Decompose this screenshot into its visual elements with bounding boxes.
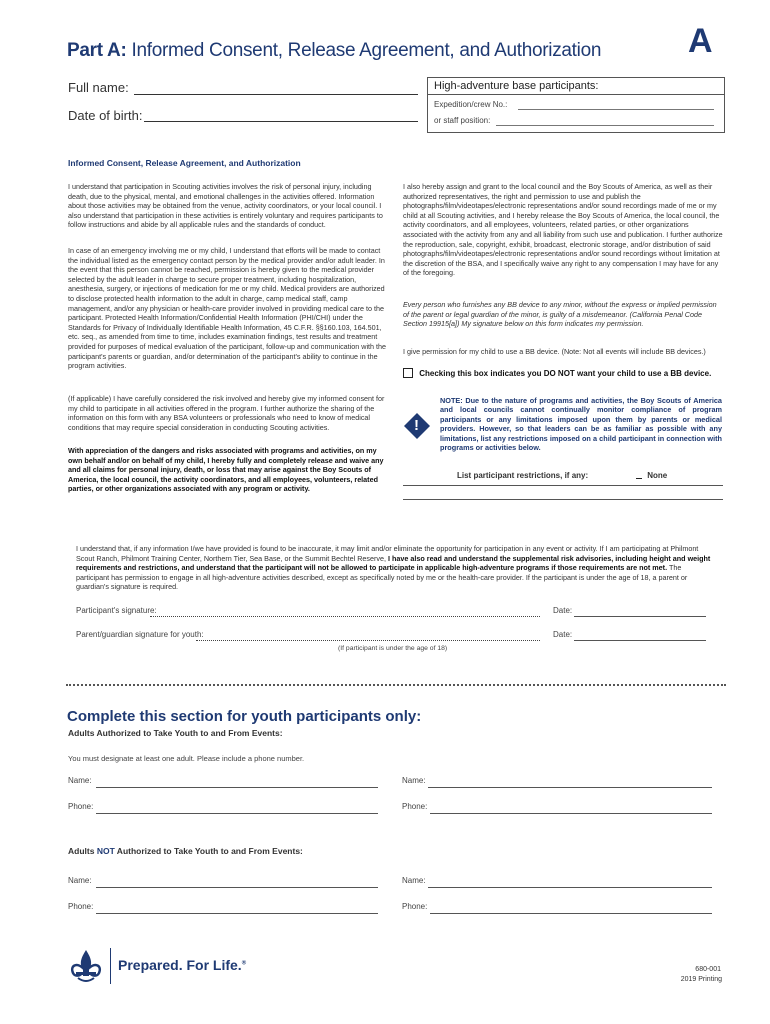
notauth-name-label-1: Name: [68, 876, 92, 885]
staff-position-label: or staff position: [434, 116, 491, 125]
high-adventure-title: High-adventure base participants: [434, 80, 599, 92]
consent-paragraph-2: In case of an emergency involving me or my child, I understand that efforts will be made to contact the individual listed as the emergency contact person by the medical provider and/or adult leader. In the event that this person cannot be reached, permission is hereby given to the medical provider selected by the adult leader in charge to secure proper treatment, including hospitalization, anesthesia, surgery, or injections of medication for me or my child. Medical providers are authorized to disclose protected health information to the adult in charge, camp medical staff, camp management, and/or any physician or health-care provider involved in providing medical care to the participant. Protected Health Information/Confidential Health Information (PHI/CHI) under the Standards for Privacy of Individually Identifiable Health Information, 45 C.F.R. §§160.103, 164.501, etc. seq., as amended from time to time, includes examination findings, test results and treatment provided for purposes of medical evaluation of the participant, follow-up and communication with the participant's parents or guardian, and/or determination of the participant's ability to continue in the program activities. [68, 246, 387, 371]
designate-instruction: You must designate at least one adult. Please include a phone number. [68, 754, 305, 763]
bb-optout-checkbox[interactable] [403, 368, 413, 378]
footer-divider [110, 948, 111, 984]
none-label: None [647, 471, 668, 480]
slogan-trademark: ® [241, 960, 247, 967]
expedition-field[interactable] [518, 109, 714, 110]
high-adventure-box [427, 77, 725, 133]
participant-signature-label: Participant's signature: [76, 606, 157, 615]
guardian-signature-field[interactable] [196, 640, 540, 641]
fleur-de-lis-icon [66, 946, 106, 986]
authorized-adults-heading: Adults Authorized to Take Youth to and From Events: [68, 728, 283, 738]
notauth-name-field-2[interactable] [428, 887, 712, 888]
page-title [67, 40, 601, 62]
agreement-text-1: I understand that, if any information I/we have provided is found to be inaccurate, it may limit and/or eliminate the opportunity for participation in any event or activity. If I am participating at Philmont Scout Ranch, Philmont Training Center, Northern Tier, Sea Base, or the Summit Bechtel Reserve, [76, 544, 699, 563]
participant-signature-field[interactable] [150, 616, 540, 617]
expedition-label: Expedition/crew No.: [434, 100, 508, 109]
none-checkbox[interactable] [636, 472, 642, 479]
warning-icon [403, 412, 431, 440]
agreement-paragraph [76, 544, 716, 592]
staff-position-field[interactable] [496, 125, 714, 126]
dob-label: Date of birth: [68, 108, 143, 123]
restrictions-none-option [636, 471, 667, 480]
notauth-phone-field-2[interactable] [430, 913, 712, 914]
cut-line [66, 684, 726, 686]
slogan-text: Prepared. For Life. [118, 957, 242, 973]
bsa-logo [66, 946, 106, 986]
full-name-field[interactable] [134, 94, 418, 95]
notauth-name-label-2: Name: [402, 876, 426, 885]
not-authorized-heading [68, 846, 303, 856]
form-number: 680-001 [695, 966, 721, 973]
not-auth-text-2: Authorized to Take Youth to and From Events: [114, 846, 303, 856]
agreement-text-bold: I have also read and understand the supplemental risk advisories, including height and weight requirements and restrictions, and understand that the participant will not be allowed to participate in applicable high-adventure programs if those requirements are not met. [76, 553, 711, 573]
part-letter-badge: A [688, 22, 713, 60]
guardian-date-label: Date: [553, 630, 573, 639]
auth-phone-label-1: Phone: [68, 802, 94, 811]
box-divider [428, 94, 724, 95]
bb-optout-label: Checking this box indicates you DO NOT want your child to use a BB device. [419, 368, 712, 378]
consent-paragraph-1: I understand that participation in Scouting activities involves the risk of personal injury, including death, due to the physical, mental, and emotional challenges in the activities offered. Information about those activities may be obtained from the venue, activity coordinators, or your local council. I also understand that participation in these activities is entirely voluntary and requires participants to follow instructions and abide by all applicable rules and the standards of conduct. [68, 182, 383, 230]
title-part-label: Part A: [67, 40, 127, 61]
not-auth-not: NOT [96, 846, 115, 856]
printing-year: 2019 Printing [680, 976, 722, 983]
notauth-phone-label-1: Phone: [68, 902, 94, 911]
auth-name-label-2: Name: [402, 776, 426, 785]
participant-date-field[interactable] [574, 616, 706, 617]
notauth-phone-label-2: Phone: [402, 902, 428, 911]
dob-field[interactable] [144, 121, 418, 122]
media-release-paragraph: I also hereby assign and grant to the local council and the Boy Scouts of America, as well as their authorized representatives, the right and permission to use and publish the photographs/film/videotapes/electronic representations and/or sound recordings made of me or my child at all Scouting activities, and I hereby release the Boy Scouts of America, the local council, the activity coordinators, and all employees, volunteers, related parties, or other organizations associated with the activity from any and all liability from such use and publication. I further authorize the reproduction, sale, copyright, exhibit, broadcast, electronic storage, and/or distribution of said photographs/film/videotapes/electronic representations and/or sound recordings without limitation at the discretion of the BSA, and I specifically waive any right to any compensation I may have for any of the foregoing. [403, 182, 723, 278]
participant-date-label: Date: [553, 606, 573, 615]
restrictions-field-line-2[interactable] [403, 499, 723, 500]
agreement-text-2: The participant has permission to engage in all high-adventure activities described, except as specifically noted by me or the health-care provider. If the participant is under the age of 18, a parent or guardian's signature is required. [76, 563, 688, 592]
slogan [118, 957, 246, 973]
youth-section-title: Complete this section for youth participants only: [67, 708, 422, 725]
consent-paragraph-3: (If applicable) I have carefully considered the risk involved and hereby give my informed consent for my child to participate in all activities offered in the program. I further authorize the sharing of the information on this form with any BSA volunteers or professionals who need to know of medical conditions that may require special consideration in conducting Scouting activities. [68, 394, 385, 432]
not-auth-text-1: Adults [68, 846, 97, 856]
release-text: With appreciation of the dangers and risks associated with programs and activities, on my own behalf and/or on behalf of my child, I hereby fully and completely release and waive any and all claims for personal injury, death, or loss that may arise against the Boy Scouts of America, the local council, the activity coordinators, and all employees, volunteers, related parties, or other organizations associated with any program or activity. [68, 446, 384, 494]
auth-name-field-2[interactable] [428, 787, 712, 788]
auth-phone-field-1[interactable] [96, 813, 378, 814]
bb-optout-row [403, 368, 723, 378]
restrictions-label: List participant restrictions, if any: [457, 471, 589, 480]
guardian-date-field[interactable] [574, 640, 706, 641]
notauth-phone-field-1[interactable] [96, 913, 378, 914]
bb-law-paragraph: Every person who furnishes any BB device to any minor, without the express or implied permission of the parent or legal guardian of the minor, is guilty of a misdemeanor. (California Penal Code Section 19915[a]) My signature below on this form indicates my permission. [403, 300, 717, 329]
consent-heading: Informed Consent, Release Agreement, and Authorization [68, 158, 301, 168]
note-paragraph: NOTE: Due to the nature of programs and activities, the Boy Scouts of America and local councils cannot continually monitor compliance of program participants or any limitations imposed upon them by parents or medical providers. However, so that leaders can be as familiar as possible with any limitations, list any restrictions imposed on a child participant in connection with programs or activities below. [440, 396, 722, 453]
full-name-label: Full name: [68, 80, 129, 95]
auth-name-field-1[interactable] [96, 787, 378, 788]
under-18-note: (If participant is under the age of 18) [338, 645, 448, 652]
warning-glyph: ! [414, 417, 419, 434]
auth-name-label-1: Name: [68, 776, 92, 785]
auth-phone-label-2: Phone: [402, 802, 428, 811]
guardian-signature-label: Parent/guardian signature for youth: [76, 630, 204, 639]
restrictions-field-line[interactable] [403, 485, 723, 486]
auth-phone-field-2[interactable] [430, 813, 712, 814]
notauth-name-field-1[interactable] [96, 887, 378, 888]
title-text: Informed Consent, Release Agreement, and Authorization [126, 40, 602, 61]
release-paragraph [68, 446, 390, 494]
bb-permission-paragraph: I give permission for my child to use a BB device. (Note: Not all events will include BB devices.) [403, 347, 706, 356]
